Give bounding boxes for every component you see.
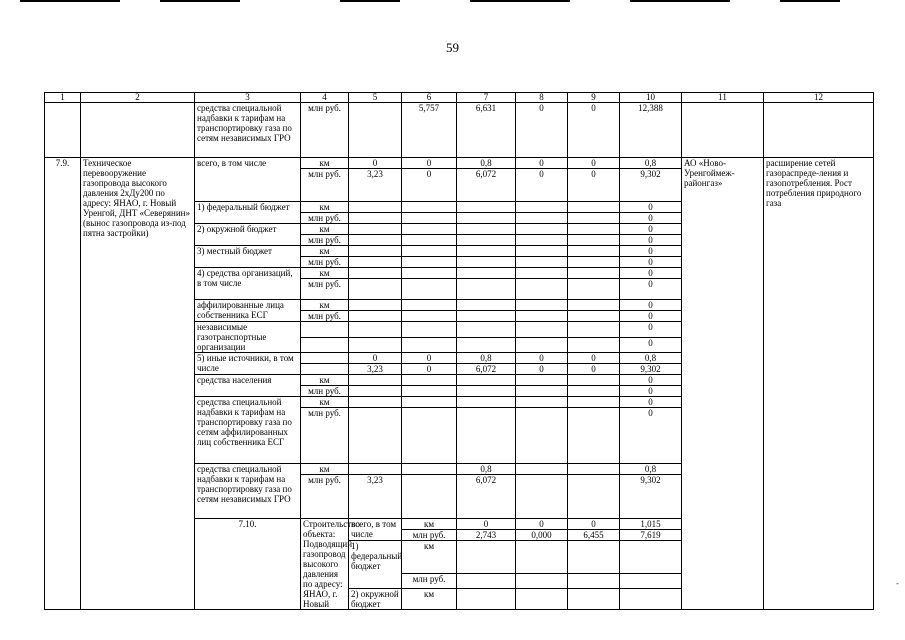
table-row: 3) местный бюджет км 0: [45, 246, 874, 257]
table-row: средства специальной надбавки к тарифам на транспортировку газа по сетям аффилированных лиц собственника ЕСГ км 0: [45, 397, 874, 408]
top-rule: [780, 0, 840, 2]
col-header: 3: [195, 93, 301, 103]
col-header: 11: [682, 93, 764, 103]
row-label: 2) окружной бюджет: [195, 224, 301, 246]
value-cell: 0: [568, 169, 620, 202]
value-cell: 12,388: [620, 103, 682, 158]
table-row: млн руб. 0: [45, 311, 874, 322]
top-rule: [340, 0, 400, 2]
table-row: 2) окружной бюджет км: [45, 589, 874, 610]
table-row: 2) окружной бюджет км 0: [45, 224, 874, 235]
col-header: 6: [402, 93, 457, 103]
unit-cell: км: [301, 158, 349, 169]
value-cell: 0: [568, 103, 620, 158]
value-cell: 0: [349, 158, 402, 169]
value-cell: 0: [402, 169, 457, 202]
row-label: 1) федеральный бюджет: [349, 541, 402, 589]
col-header: 12: [764, 93, 874, 103]
investment-table: [44, 92, 874, 610]
col-header: 9: [568, 93, 620, 103]
unit-cell: млн руб.: [301, 169, 349, 202]
value-cell: 6,631: [457, 103, 516, 158]
row-label: средства населения: [195, 375, 301, 397]
row-label: 5) иные источники, в том числе: [195, 353, 301, 375]
table-row: млн руб. 2,743 0,000 6,455 7,619: [45, 530, 874, 541]
table-row: млн руб. 0: [45, 386, 874, 397]
row-number: 7.9.: [45, 158, 81, 610]
row-label: независимые газотранспортные организации: [195, 322, 301, 353]
table-row: 4) средства организаций, в том числе км 0: [45, 268, 874, 279]
table-row: 1) федеральный бюджет км: [45, 541, 874, 574]
row-label: 4) средства организаций, в том числе: [195, 268, 301, 300]
col-header: 5: [349, 93, 402, 103]
table-row: млн руб. 0: [45, 213, 874, 224]
table-row: 3,23 0 6,072 0 0 9,302: [45, 364, 874, 375]
value-cell: 0,8: [620, 158, 682, 169]
col-header: 2: [81, 93, 195, 103]
row-label: средства специальной надбавки к тарифам на транспортировку газа по сетям независимых ГРО: [195, 464, 301, 519]
column-numbers-row: [45, 93, 874, 103]
row-label: средства специальной надбавки к тарифам на транспортировку газа по сетям независимых ГРО: [195, 103, 301, 158]
col-header: 10: [620, 93, 682, 103]
table-row: 0: [45, 337, 874, 353]
table-row: млн руб. 3,23 6,072 9,302: [45, 475, 874, 519]
table-row: аффилированные лица собственника ЕСГ км 0: [45, 300, 874, 311]
row-label: средства специальной надбавки к тарифам на транспортировку газа по сетям аффилированных лиц собственника ЕСГ: [195, 397, 301, 464]
value-cell: 0: [516, 158, 568, 169]
top-rule: [160, 0, 240, 2]
table-row: млн руб. 0: [45, 408, 874, 464]
value-cell: 0: [516, 103, 568, 158]
table-row: 7.10. Строительство объекта: Подводящий газопровод высокого давления по адресу: ЯНАО, г. Новый всего, в том числе км 0 0 0 1,015: [45, 519, 874, 530]
page-number: 59: [446, 40, 459, 55]
purpose: расширение сетей газораспреде-ления и газопотребления. Рост потребления природного газа: [764, 158, 874, 610]
table-row: млн руб. 0: [45, 257, 874, 268]
value-cell: 3,23: [349, 169, 402, 202]
value-cell: 0,8: [457, 158, 516, 169]
col-header: 7: [457, 93, 516, 103]
row-label: 3) местный бюджет: [195, 246, 301, 268]
object-name: Техническое перевооружение газопровода высокого давления 2хДу200 по адресу: ЯНАО, г. Новый Уренгой, ДНТ «Северянин» (вынос газопровода из-под пятна застройки): [81, 158, 195, 610]
value-cell: 0: [402, 158, 457, 169]
table-row: млн руб.: [45, 573, 874, 589]
row-number: 7.10.: [195, 519, 301, 610]
value-cell: 6,072: [457, 169, 516, 202]
row-label: 2) окружной бюджет: [349, 589, 402, 610]
unit-cell: млн руб.: [301, 103, 349, 158]
object-name: Строительство объекта: Подводящий газопровод высокого давления по адресу: ЯНАО, г. Новый: [301, 519, 349, 610]
value-cell: 0: [516, 169, 568, 202]
row-label: 1) федеральный бюджет: [195, 202, 301, 224]
table-row: [45, 103, 874, 158]
row-label: всего, в том числе: [349, 519, 402, 541]
table-row: 1) федеральный бюджет км 0: [45, 202, 874, 213]
value-cell: 9,302: [620, 169, 682, 202]
margin-mark: -: [896, 578, 899, 588]
col-header: 4: [301, 93, 349, 103]
col-header: 8: [516, 93, 568, 103]
top-rule: [630, 0, 730, 2]
table-row: 5) иные источники, в том числе 0 0 0,8 0 0 0,8: [45, 353, 874, 364]
table-row: средства населения км 0: [45, 375, 874, 386]
col-header: 1: [45, 93, 81, 103]
table-row: средства специальной надбавки к тарифам на транспортировку газа по сетям независимых ГРО км 0,8 0,8: [45, 464, 874, 475]
table-row: независимые газотранспортные организации 0: [45, 322, 874, 338]
organization: АО «Ново-Уренгоймеж-районгаз»: [682, 158, 764, 610]
table-row: млн руб. 0: [45, 235, 874, 246]
value-cell: 5,757: [402, 103, 457, 158]
value-cell: 0: [568, 158, 620, 169]
table-row: [45, 158, 874, 169]
top-rule: [20, 0, 120, 2]
row-label: аффилированные лица собственника ЕСГ: [195, 300, 301, 322]
table-row: млн руб. 0: [45, 279, 874, 300]
top-rule: [470, 0, 570, 2]
row-label: всего, в том числе: [195, 158, 301, 202]
